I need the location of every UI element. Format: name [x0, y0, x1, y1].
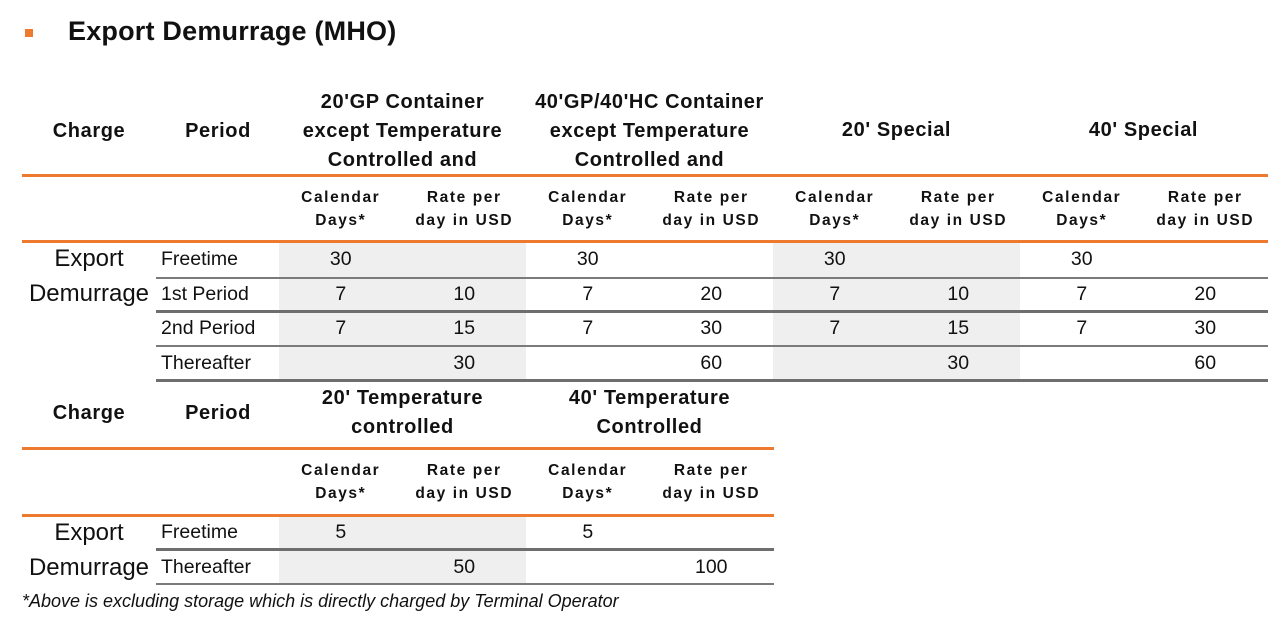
calendar-days-header: Calendar Days* — [548, 462, 628, 502]
calendar-days-value: 7 — [1076, 283, 1088, 305]
row-separator — [156, 548, 774, 551]
calendar-days-value: 7 — [582, 283, 594, 305]
rate-per-day-header: Rate per day in USD — [415, 189, 514, 229]
calendar-days-value: 30 — [576, 248, 599, 270]
group-header-40-special: 40' Special — [1088, 119, 1199, 141]
calendar-days-value: 7 — [335, 283, 347, 305]
group-header-20-temp: 20' Temperature controlled — [321, 387, 484, 438]
group-header-20gp: 20'GP Container except Temperature Controlled and — [302, 91, 503, 171]
row-separator — [156, 345, 1268, 347]
rate-value: 15 — [947, 317, 970, 339]
rate-value: 10 — [947, 283, 970, 305]
charge-header: Charge — [52, 120, 126, 142]
calendar-days-header: Calendar Days* — [795, 189, 875, 229]
charge-header-2: Charge — [52, 402, 126, 424]
rate-value: 30 — [700, 317, 723, 339]
charge-label-line1-2: Export — [54, 519, 124, 546]
period-label: Freetime — [161, 248, 238, 270]
rate-per-day-header: Rate per day in USD — [662, 462, 761, 502]
rate-value: 30 — [1194, 317, 1217, 339]
title-bullet — [25, 29, 33, 37]
group-header-20-special: 20' Special — [841, 119, 952, 141]
calendar-days-value: 5 — [335, 521, 347, 543]
rate-value: 30 — [947, 352, 970, 374]
rate-value: 10 — [453, 283, 476, 305]
calendar-days-value: 30 — [1070, 248, 1093, 270]
calendar-days-header: Calendar Days* — [548, 189, 628, 229]
page-title: Export Demurrage (MHO) — [68, 16, 397, 46]
rate-value: 30 — [453, 352, 476, 374]
calendar-days-header: Calendar Days* — [301, 462, 381, 502]
rate-value: 20 — [1194, 283, 1217, 305]
period-label: Thereafter — [161, 556, 251, 578]
header-divider-2 — [22, 447, 774, 450]
group-header-40gp: 40'GP/40'HC Container except Temperature Controlled and — [535, 91, 764, 171]
calendar-days-value: 7 — [582, 317, 594, 339]
period-label: 2nd Period — [161, 317, 256, 339]
rate-per-day-header: Rate per day in USD — [1156, 189, 1255, 229]
calendar-days-header: Calendar Days* — [1042, 189, 1122, 229]
charge-label-line2: Demurrage — [28, 280, 150, 307]
rate-per-day-header: Rate per day in USD — [909, 189, 1008, 229]
table-bottom-border-2 — [156, 583, 774, 585]
row-separator — [156, 277, 1268, 279]
calendar-days-value: 30 — [329, 248, 352, 270]
rate-per-day-header: Rate per day in USD — [415, 462, 514, 502]
rate-value: 50 — [453, 556, 476, 578]
footnote: *Above is excluding storage which is directly charged by Terminal Operator — [22, 591, 619, 611]
charge-label-line2-2: Demurrage — [28, 554, 150, 581]
rate-value: 60 — [1194, 352, 1217, 374]
charge-label-line1: Export — [54, 245, 124, 272]
rate-value: 60 — [700, 352, 723, 374]
calendar-days-value: 30 — [823, 248, 846, 270]
calendar-days-value: 7 — [829, 317, 841, 339]
calendar-days-header: Calendar Days* — [301, 189, 381, 229]
row-separator — [156, 310, 1268, 313]
rate-value: 100 — [694, 556, 728, 578]
calendar-days-value: 5 — [582, 521, 594, 543]
calendar-days-value: 7 — [829, 283, 841, 305]
period-label: Thereafter — [161, 352, 251, 374]
rate-value: 15 — [453, 317, 476, 339]
period-header: Period — [185, 120, 251, 142]
group-header-40-temp: 40' Temperature Controlled — [568, 387, 731, 438]
period-label: 1st Period — [161, 283, 249, 305]
calendar-days-value: 7 — [335, 317, 347, 339]
calendar-days-value: 7 — [1076, 317, 1088, 339]
header-divider — [22, 174, 1268, 177]
period-label: Freetime — [161, 521, 238, 543]
rate-value: 20 — [700, 283, 723, 305]
period-header-2: Period — [185, 402, 251, 424]
rate-per-day-header: Rate per day in USD — [662, 189, 761, 229]
table-bottom-border — [156, 379, 1268, 382]
